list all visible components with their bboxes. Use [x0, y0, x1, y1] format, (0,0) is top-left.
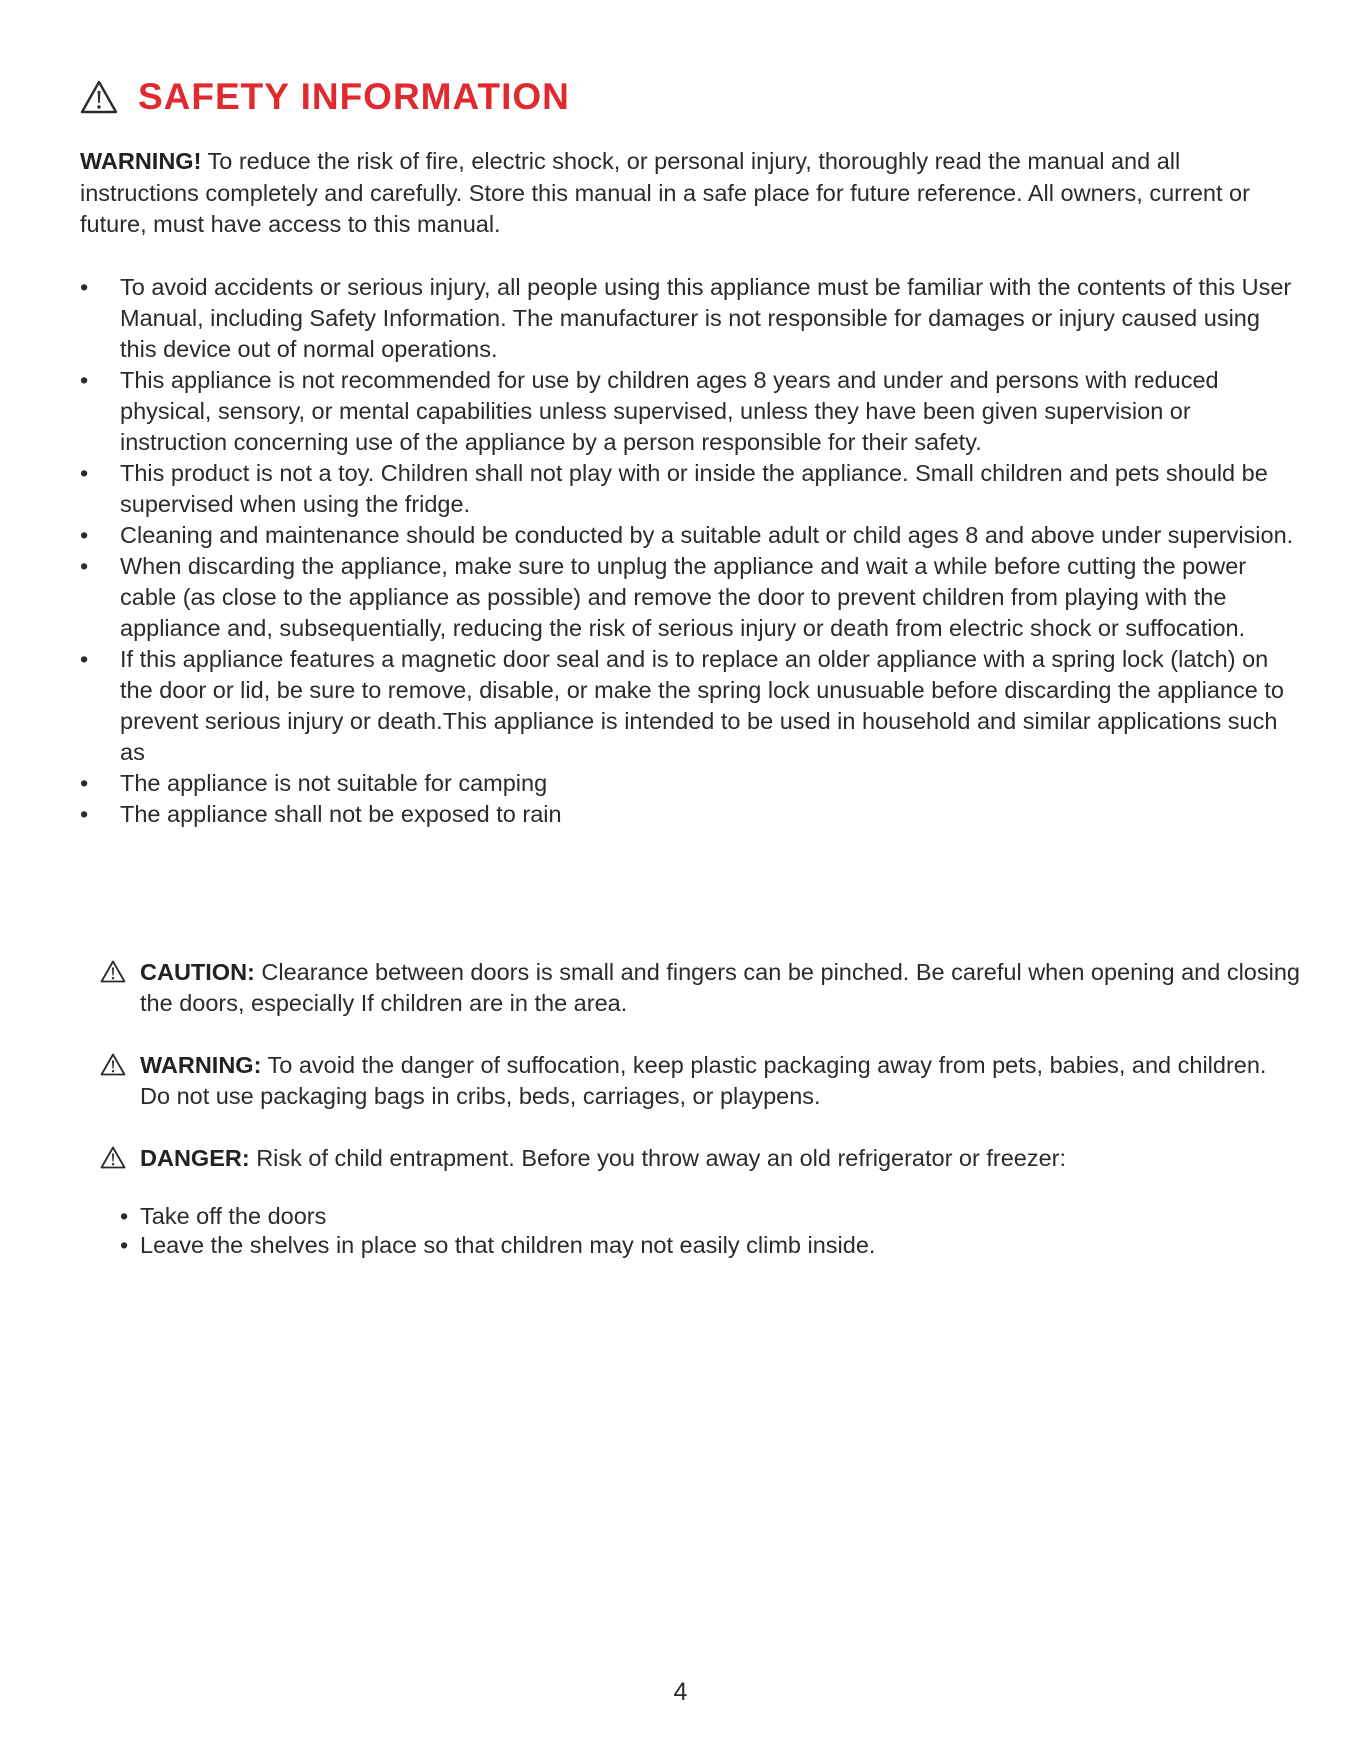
list-item [80, 458, 1300, 520]
list-item-text: If this appliance features a magnetic door seal and is to replace an older appliance with a spring lock (latch) on the door or lid, be sure to remove, disable, or make the spring lock unusuable before discarding the appliance to prevent serious injury or death.This appliance is intended to be used in household and similar applications such as [120, 646, 1284, 765]
warning-notice [100, 1050, 1300, 1112]
bullet-marker: • [80, 770, 89, 796]
bullet-marker: • [120, 1203, 129, 1229]
danger-notice [100, 1143, 1300, 1174]
list-item-text: To avoid accidents or serious injury, all people using this appliance must be familiar with the contents of this User Manual, including Safety Information. The manufacturer is not responsible for damages or injury caused using this device out of normal operations. [120, 274, 1292, 362]
section-header [80, 76, 570, 118]
bullet-marker: • [80, 460, 89, 486]
intro-text: To reduce the risk of fire, electric shock, or personal injury, thoroughly read the manual and all instructions completely and carefully. Store this manual in a safe place for future reference. All owners, current or future, must have access to this manual. [80, 148, 1250, 237]
list-item-text: The appliance shall not be exposed to rain [120, 801, 562, 827]
list-item [80, 272, 1300, 365]
bullet-marker: • [80, 522, 89, 548]
list-item-text: This appliance is not recommended for use by children ages 8 years and under and persons with reduced physical, sensory, or mental capabilities unless supervised, unless they have been given supervision or instruction concerning use of the appliance by a person responsible for their safety. [120, 367, 1219, 455]
bullet-marker: • [80, 553, 89, 579]
danger-text: Risk of child entrapment. Before you throw away an old refrigerator or freezer: [249, 1145, 1067, 1171]
safety-bullet-list [80, 272, 1300, 830]
list-item [80, 551, 1300, 644]
caution-notice [100, 957, 1300, 1019]
caution-triangle-icon [100, 960, 126, 983]
list-item [80, 768, 1300, 799]
list-item [80, 365, 1300, 458]
caution-label: CAUTION: [140, 959, 255, 985]
danger-steps-list [120, 1202, 875, 1260]
danger-triangle-icon [100, 1146, 126, 1169]
list-item-text: Take off the doors [140, 1203, 327, 1229]
bullet-marker: • [80, 801, 89, 827]
intro-paragraph [80, 146, 1290, 241]
bullet-marker: • [80, 367, 89, 393]
list-item [80, 799, 1300, 830]
list-item [120, 1231, 875, 1260]
caution-text: Clearance between doors is small and fingers can be pinched. Be careful when opening and closing the doors, especially If children are in the area. [140, 959, 1300, 1016]
bullet-marker: • [80, 646, 89, 672]
list-item-text: Cleaning and maintenance should be conducted by a suitable adult or child ages 8 and above under supervision. [120, 522, 1294, 548]
bullet-marker: • [80, 274, 89, 300]
list-item [120, 1202, 875, 1231]
warning-triangle-icon [80, 80, 118, 114]
list-item [80, 644, 1300, 768]
warning-triangle-icon [100, 1053, 126, 1076]
intro-warning-label: WARNING! [80, 148, 202, 174]
danger-label: DANGER: [140, 1145, 250, 1171]
list-item-text: When discarding the appliance, make sure to unplug the appliance and wait a while before cutting the power cable (as close to the appliance as possible) and remove the door to prevent children from playing with the appliance and, subsequentially, reducing the risk of serious injury or death from electric shock or suffocation. [120, 553, 1247, 641]
warning-label: WARNING: [140, 1052, 262, 1078]
list-item-text: The appliance is not suitable for camping [120, 770, 548, 796]
list-item-text: Leave the shelves in place so that children may not easily climb inside. [140, 1232, 876, 1258]
list-item-text: This product is not a toy. Children shall not play with or inside the appliance. Small children and pets should be supervised when using the fridge. [120, 460, 1268, 517]
list-item [80, 520, 1300, 551]
bullet-marker: • [120, 1232, 129, 1258]
page-number: 4 [673, 1678, 688, 1706]
page-title: SAFETY INFORMATION [138, 76, 570, 117]
warning-text: To avoid the danger of suffocation, keep plastic packaging away from pets, babies, and children. Do not use packaging bags in cribs, beds, carriages, or playpens. [140, 1052, 1267, 1109]
